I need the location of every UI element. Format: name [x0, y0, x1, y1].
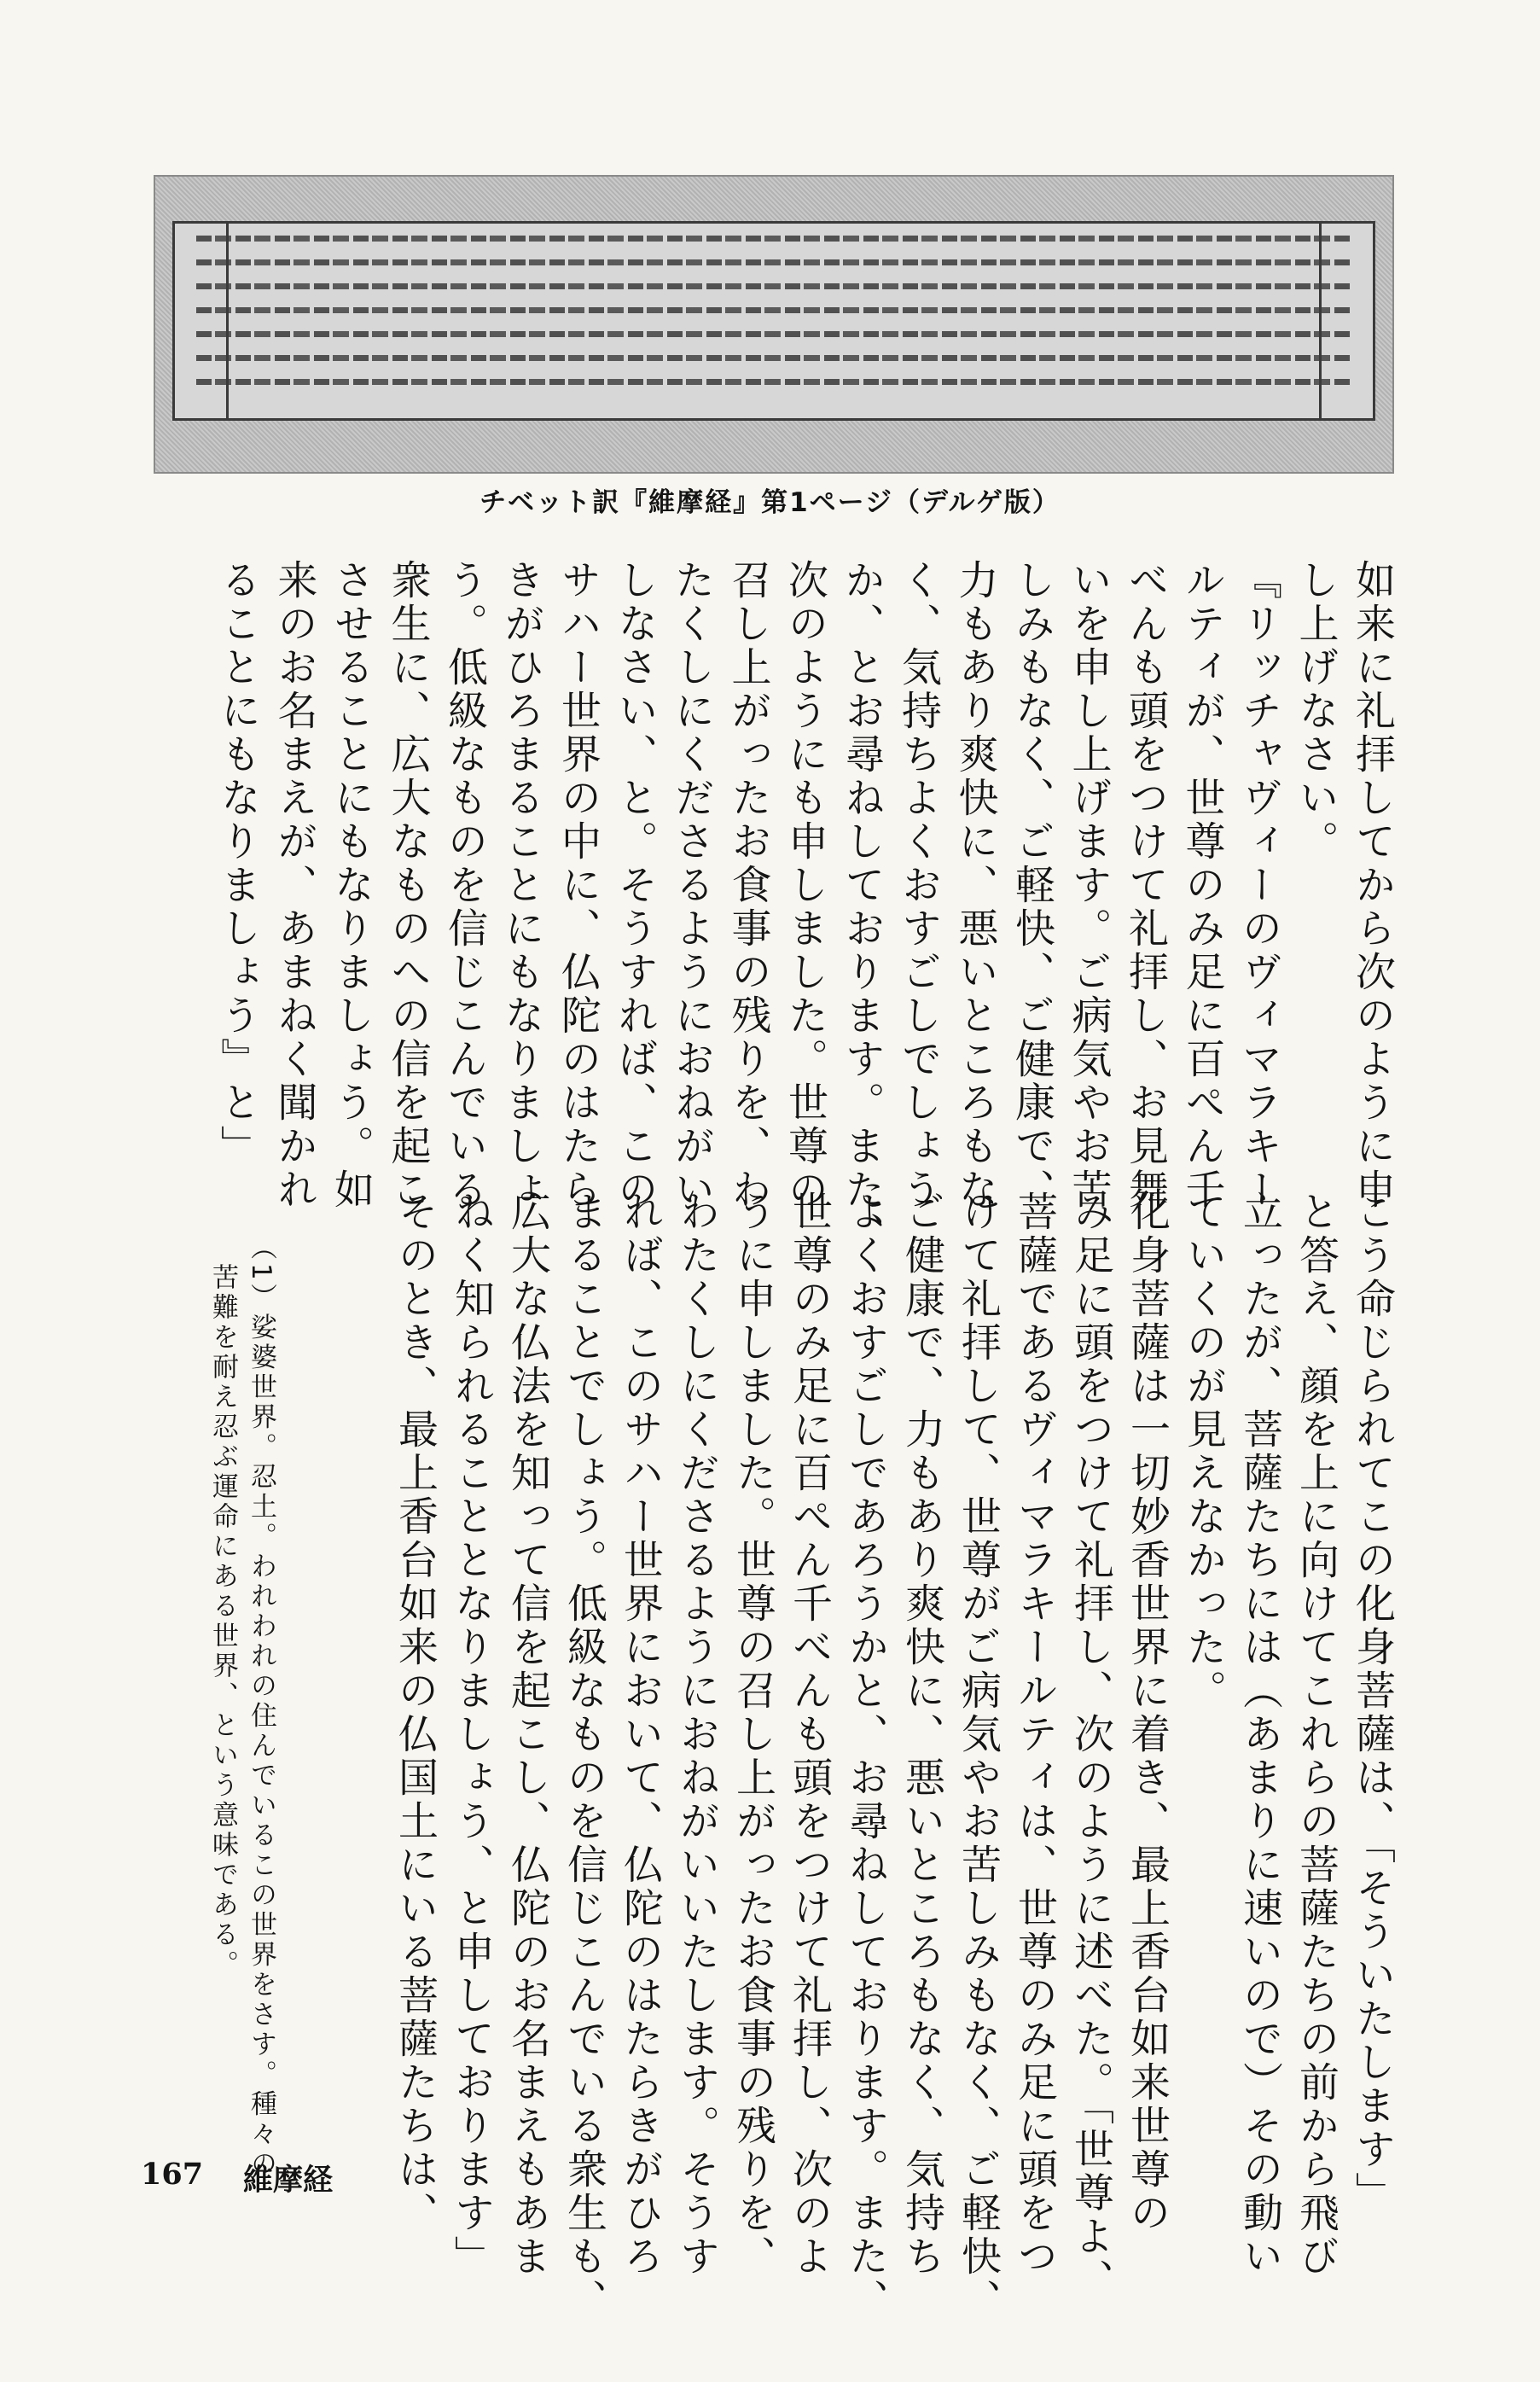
footnote-line-1: （1）娑婆世界。忍土。われわれの住んでいるこの世界をさす。種々の: [246, 1233, 276, 2180]
upper-text-column: 『リッチャヴィーのヴィマラキー: [1235, 559, 1282, 1212]
upper-text-column: きがひろまることにもなりましょ: [497, 559, 545, 1212]
lower-text-column: ねく知られることとなりましょう、と申しております」: [448, 1191, 495, 2279]
lower-text-column: 世尊のみ足に百ぺん千べんも頭をつけて礼拝し、次のよ: [786, 1191, 833, 2279]
folio-border-left: [226, 224, 229, 418]
upper-text-column: 如来に礼拝してから次のように申: [1349, 559, 1396, 1212]
script-line: [196, 283, 1351, 289]
lower-text-column: わたくしにくださるようにおねがいいたします。そうす: [673, 1191, 720, 2279]
lower-text-column: こう命じられてこの化身菩薩は、「そういたします」: [1349, 1191, 1396, 2216]
upper-text-column: く、気持ちよくおすごしでしょう: [895, 559, 942, 1212]
upper-text-column: させることにもなりましょう。如: [328, 559, 375, 1212]
upper-text-column: 来のお名まえが、あまねく聞かれ: [270, 559, 318, 1212]
upper-text-column: 次のようにも申しました。世尊の: [782, 559, 828, 1212]
script-line: [196, 331, 1351, 337]
folio-border-right: [1319, 224, 1322, 418]
script-line: [196, 307, 1351, 313]
upper-text-column: か、とお尋ねしております。また、: [838, 559, 886, 1255]
lower-text-column: よくおすごしであろうかと、お尋ねしております。また、: [842, 1191, 889, 2322]
lower-text-column: 化身菩薩は一切妙香世界に着き、最上香台如来世尊の: [1124, 1191, 1171, 2235]
lower-text-column: れば、このサハー世界において、仏陀のはたらきがひろ: [617, 1191, 664, 2279]
lower-text-column: けて礼拝して、世尊がご病気やお苦しみもなく、ご軽快、: [955, 1191, 1002, 2322]
script-line: [196, 379, 1351, 385]
script-line: [196, 259, 1351, 265]
lower-text-column: そのとき、最上香台如来の仏国土にいる菩薩たちは、: [392, 1191, 439, 2235]
script-line: [196, 355, 1351, 361]
upper-text-column: 衆生に、広大なものへの信を起こ: [384, 559, 432, 1212]
lower-text-column: と答え、顔を上に向けてこれらの菩薩たちの前から飛び: [1293, 1191, 1340, 2279]
script-line: [196, 236, 1351, 242]
upper-text-column: 力もあり爽快に、悪いところもな: [951, 559, 999, 1212]
lower-text-column: 広大な仏法を知って信を起こし、仏陀のお名まえもあま: [504, 1191, 551, 2279]
lower-text-column: 菩薩であるヴィマラキールティは、世尊のみ足に頭をつ: [1011, 1191, 1058, 2279]
upper-text-column: しなさい、と。そうすれば、この: [611, 559, 659, 1212]
lower-text-column: まることでしょう。低級なものを信じこんでいる衆生も、: [561, 1191, 607, 2322]
tibetan-manuscript-photo: [154, 175, 1394, 474]
upper-text-column: サハー世界の中に、仏陀のはたら: [555, 559, 601, 1212]
upper-text-column: べんも頭をつけて礼拝し、お見舞: [1122, 559, 1169, 1212]
running-title: 維摩経: [243, 2163, 334, 2198]
figure-caption: チベット訳『維摩経』第1ページ（デルゲ版）: [479, 487, 1061, 518]
lower-text-column: み足に頭をつけて礼拝し、次のように述べた。「世尊よ、: [1067, 1191, 1114, 2303]
upper-text-column: たくしにくださるようにおねがい: [668, 559, 715, 1212]
upper-text-column: ることにもなりましょう』と」: [214, 559, 261, 1168]
page-number: 167: [141, 2157, 204, 2192]
upper-text-column: いを申し上げます。ご病気やお苦: [1065, 559, 1113, 1212]
upper-text-column: し上げなさい。: [1292, 559, 1340, 864]
lower-text-column: 立ったが、菩薩たちには（あまりに速いので）その動い: [1236, 1191, 1283, 2279]
manuscript-folio: [172, 221, 1375, 421]
lower-text-column: ご健康で、力もあり爽快に、悪いところもなく、気持ち: [898, 1191, 945, 2279]
upper-text-column: 召し上がったお食事の残りを、わ: [724, 559, 772, 1212]
upper-text-column: しみもなく、ご軽快、ご健康で、: [1008, 559, 1055, 1212]
upper-text-column: う。低級なものを信じこんでいる: [441, 559, 488, 1212]
lower-text-column: ていくのが見えなかった。: [1180, 1191, 1227, 1713]
footnote-line-2: 苦難を耐え忍ぶ運命にある世界、という意味である。: [207, 1263, 238, 1980]
lower-text-column: うに申しました。世尊の召し上がったお食事の残りを、: [729, 1191, 776, 2279]
upper-text-column: ルティが、世尊のみ足に百ぺん千: [1178, 559, 1226, 1212]
